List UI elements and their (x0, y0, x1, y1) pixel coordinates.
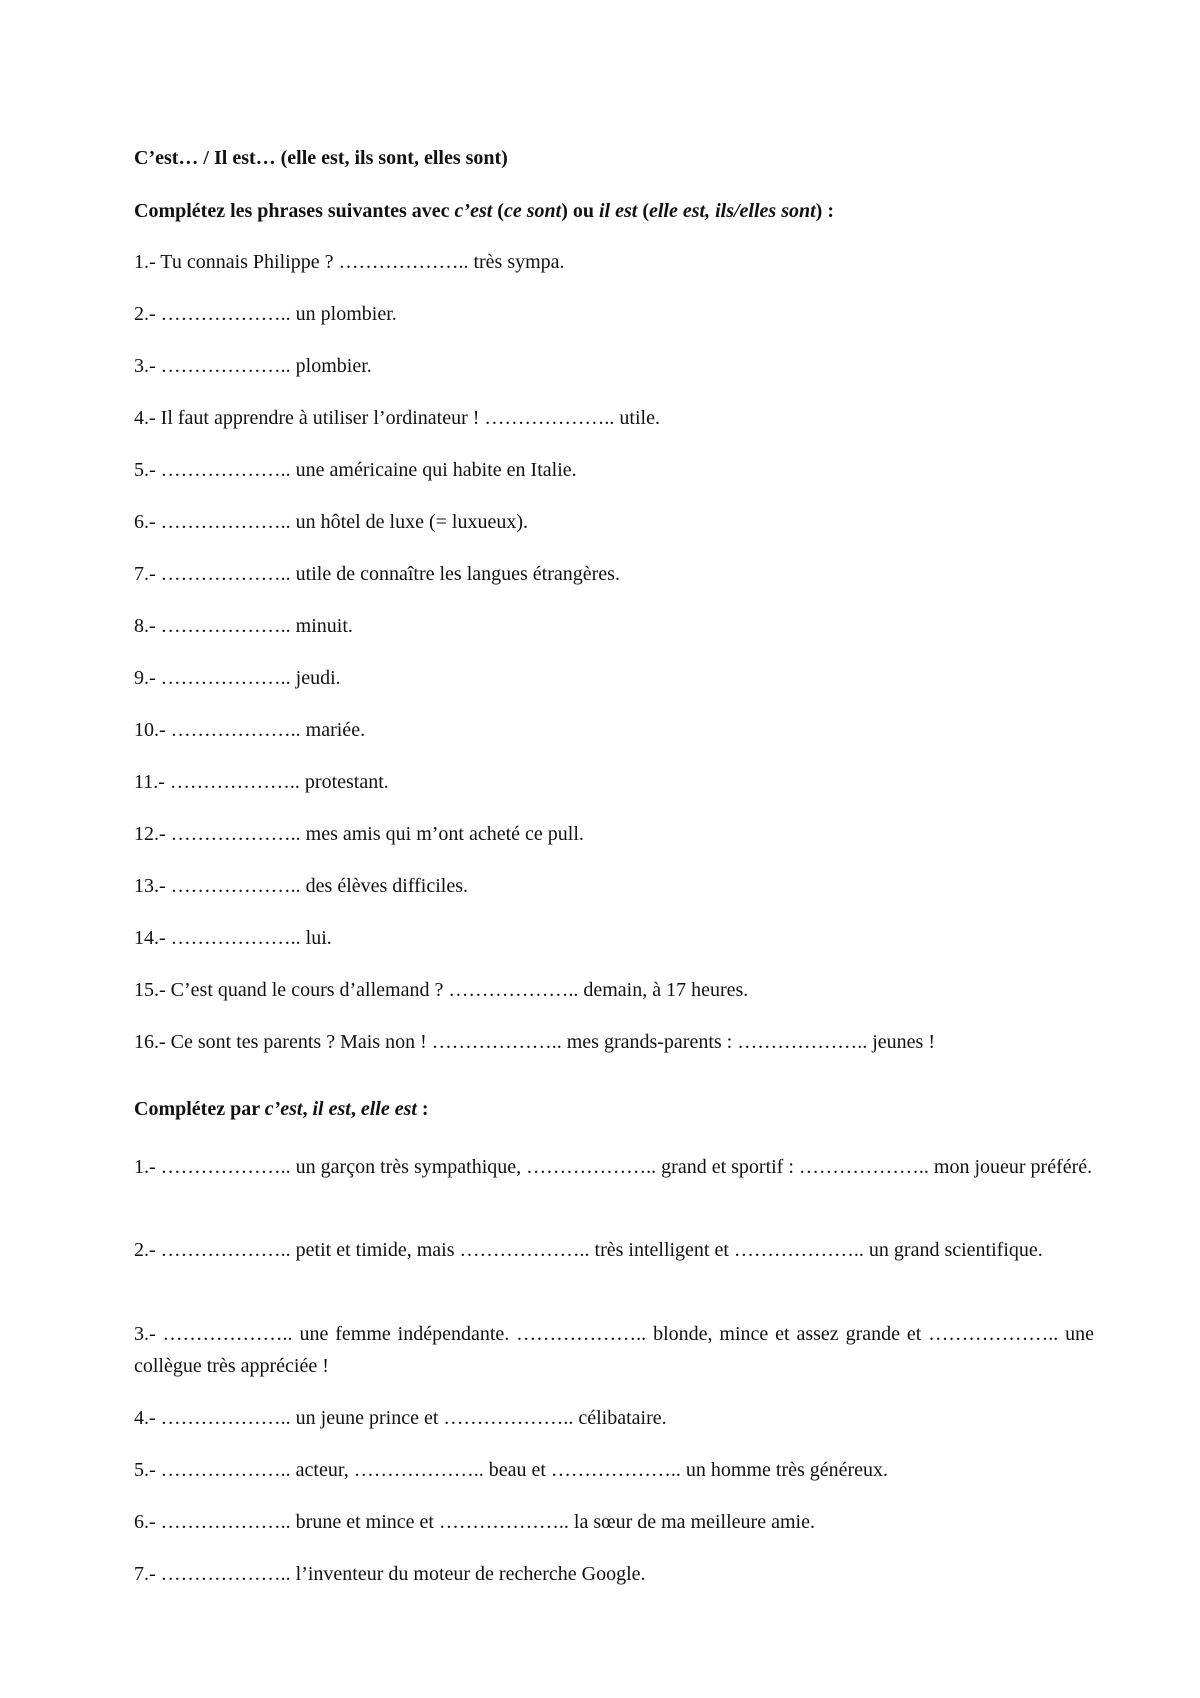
exercise-item: 5.- ……………….. une américaine qui habite en Italie. (134, 459, 577, 481)
exercise-item: 9.- ……………….. jeudi. (134, 667, 341, 689)
instruction-text: ) : (815, 200, 834, 222)
instruction-text: , (302, 1098, 313, 1120)
exercise-item: 13.- ……………….. des élèves difficiles. (134, 875, 469, 897)
worksheet-title (134, 142, 1094, 174)
exercise-item: 5.- ……………….. acteur, ……………….. beau et ……………….. un homme très généreux. (134, 1459, 889, 1481)
title-note: (elle est, ils sont, elles sont) (275, 147, 508, 169)
exercise-item: 3.- ……………….. plombier. (134, 355, 372, 377)
exercise-item: 11.- ……………….. protestant. (134, 771, 389, 793)
instruction-emphasis: ce sont (503, 200, 562, 222)
instruction-text: ( (492, 200, 504, 222)
exercise-item: 14.- ……………….. lui. (134, 927, 332, 949)
title-main: C’est… / Il est… (134, 147, 276, 169)
instruction-emphasis: il est (598, 200, 638, 222)
exercise-item: 1.- ……………….. un garçon très sympathique, ……………….. grand et sportif : ……………….. mon joueur préféré. (134, 1156, 1093, 1178)
instruction-emphasis: c’est (264, 1098, 303, 1120)
exercise-item: 4.- Il faut apprendre à utiliser l’ordinateur ! ……………….. utile. (134, 407, 660, 429)
exercise-item: 7.- ……………….. l’inventeur du moteur de recherche Google. (134, 1563, 646, 1585)
section2-instruction (134, 1093, 1094, 1125)
exercise-item: 4.- ……………….. un jeune prince et ……………….. célibataire. (134, 1407, 667, 1429)
exercise-item: 8.- ……………….. minuit. (134, 615, 353, 637)
exercise-item: 12.- ……………….. mes amis qui m’ont acheté ce pull. (134, 823, 584, 845)
exercise-item: 6.- ……………….. un hôtel de luxe (= luxueux). (134, 511, 528, 533)
exercise-item: 1.- Tu connais Philippe ? ……………….. très sympa. (134, 251, 565, 273)
instruction-text: ) ou (561, 200, 599, 222)
instruction-emphasis: elle est (360, 1098, 417, 1120)
exercise-item: 7.- ……………….. utile de connaître les langues étrangères. (134, 563, 620, 585)
exercise-item: 10.- ……………….. mariée. (134, 719, 366, 741)
exercise-item: 6.- ……………….. brune et mince et ……………….. la sœur de ma meilleure amie. (134, 1511, 815, 1533)
exercise-item: 3.- ……………….. une femme indépendante. ……………….. blonde, mince et assez grande et ……………….. une collègue très appréciée ! (134, 1323, 1094, 1377)
instruction-emphasis: c’est (454, 200, 493, 222)
section1-instruction (134, 195, 1094, 227)
instruction-text: , (350, 1098, 361, 1120)
exercise-item: 16.- Ce sont tes parents ? Mais non ! ……………….. mes grands-parents : ……………….. jeunes ! (134, 1031, 935, 1053)
exercise-item: 15.- C’est quand le cours d’allemand ? ……………….. demain, à 17 heures. (134, 979, 749, 1001)
instruction-emphasis: elle est, ils/elles sont (649, 200, 816, 222)
instruction-text: Complétez par (134, 1098, 265, 1120)
instruction-text: Complétez les phrases suivantes avec (134, 200, 455, 222)
instruction-text: : (416, 1098, 429, 1120)
instruction-text: ( (637, 200, 649, 222)
exercise-item: 2.- ……………….. petit et timide, mais ……………….. très intelligent et ……………….. un grand scientifique. (134, 1239, 1043, 1261)
exercise-item: 2.- ……………….. un plombier. (134, 303, 397, 325)
instruction-emphasis: il est (312, 1098, 351, 1120)
